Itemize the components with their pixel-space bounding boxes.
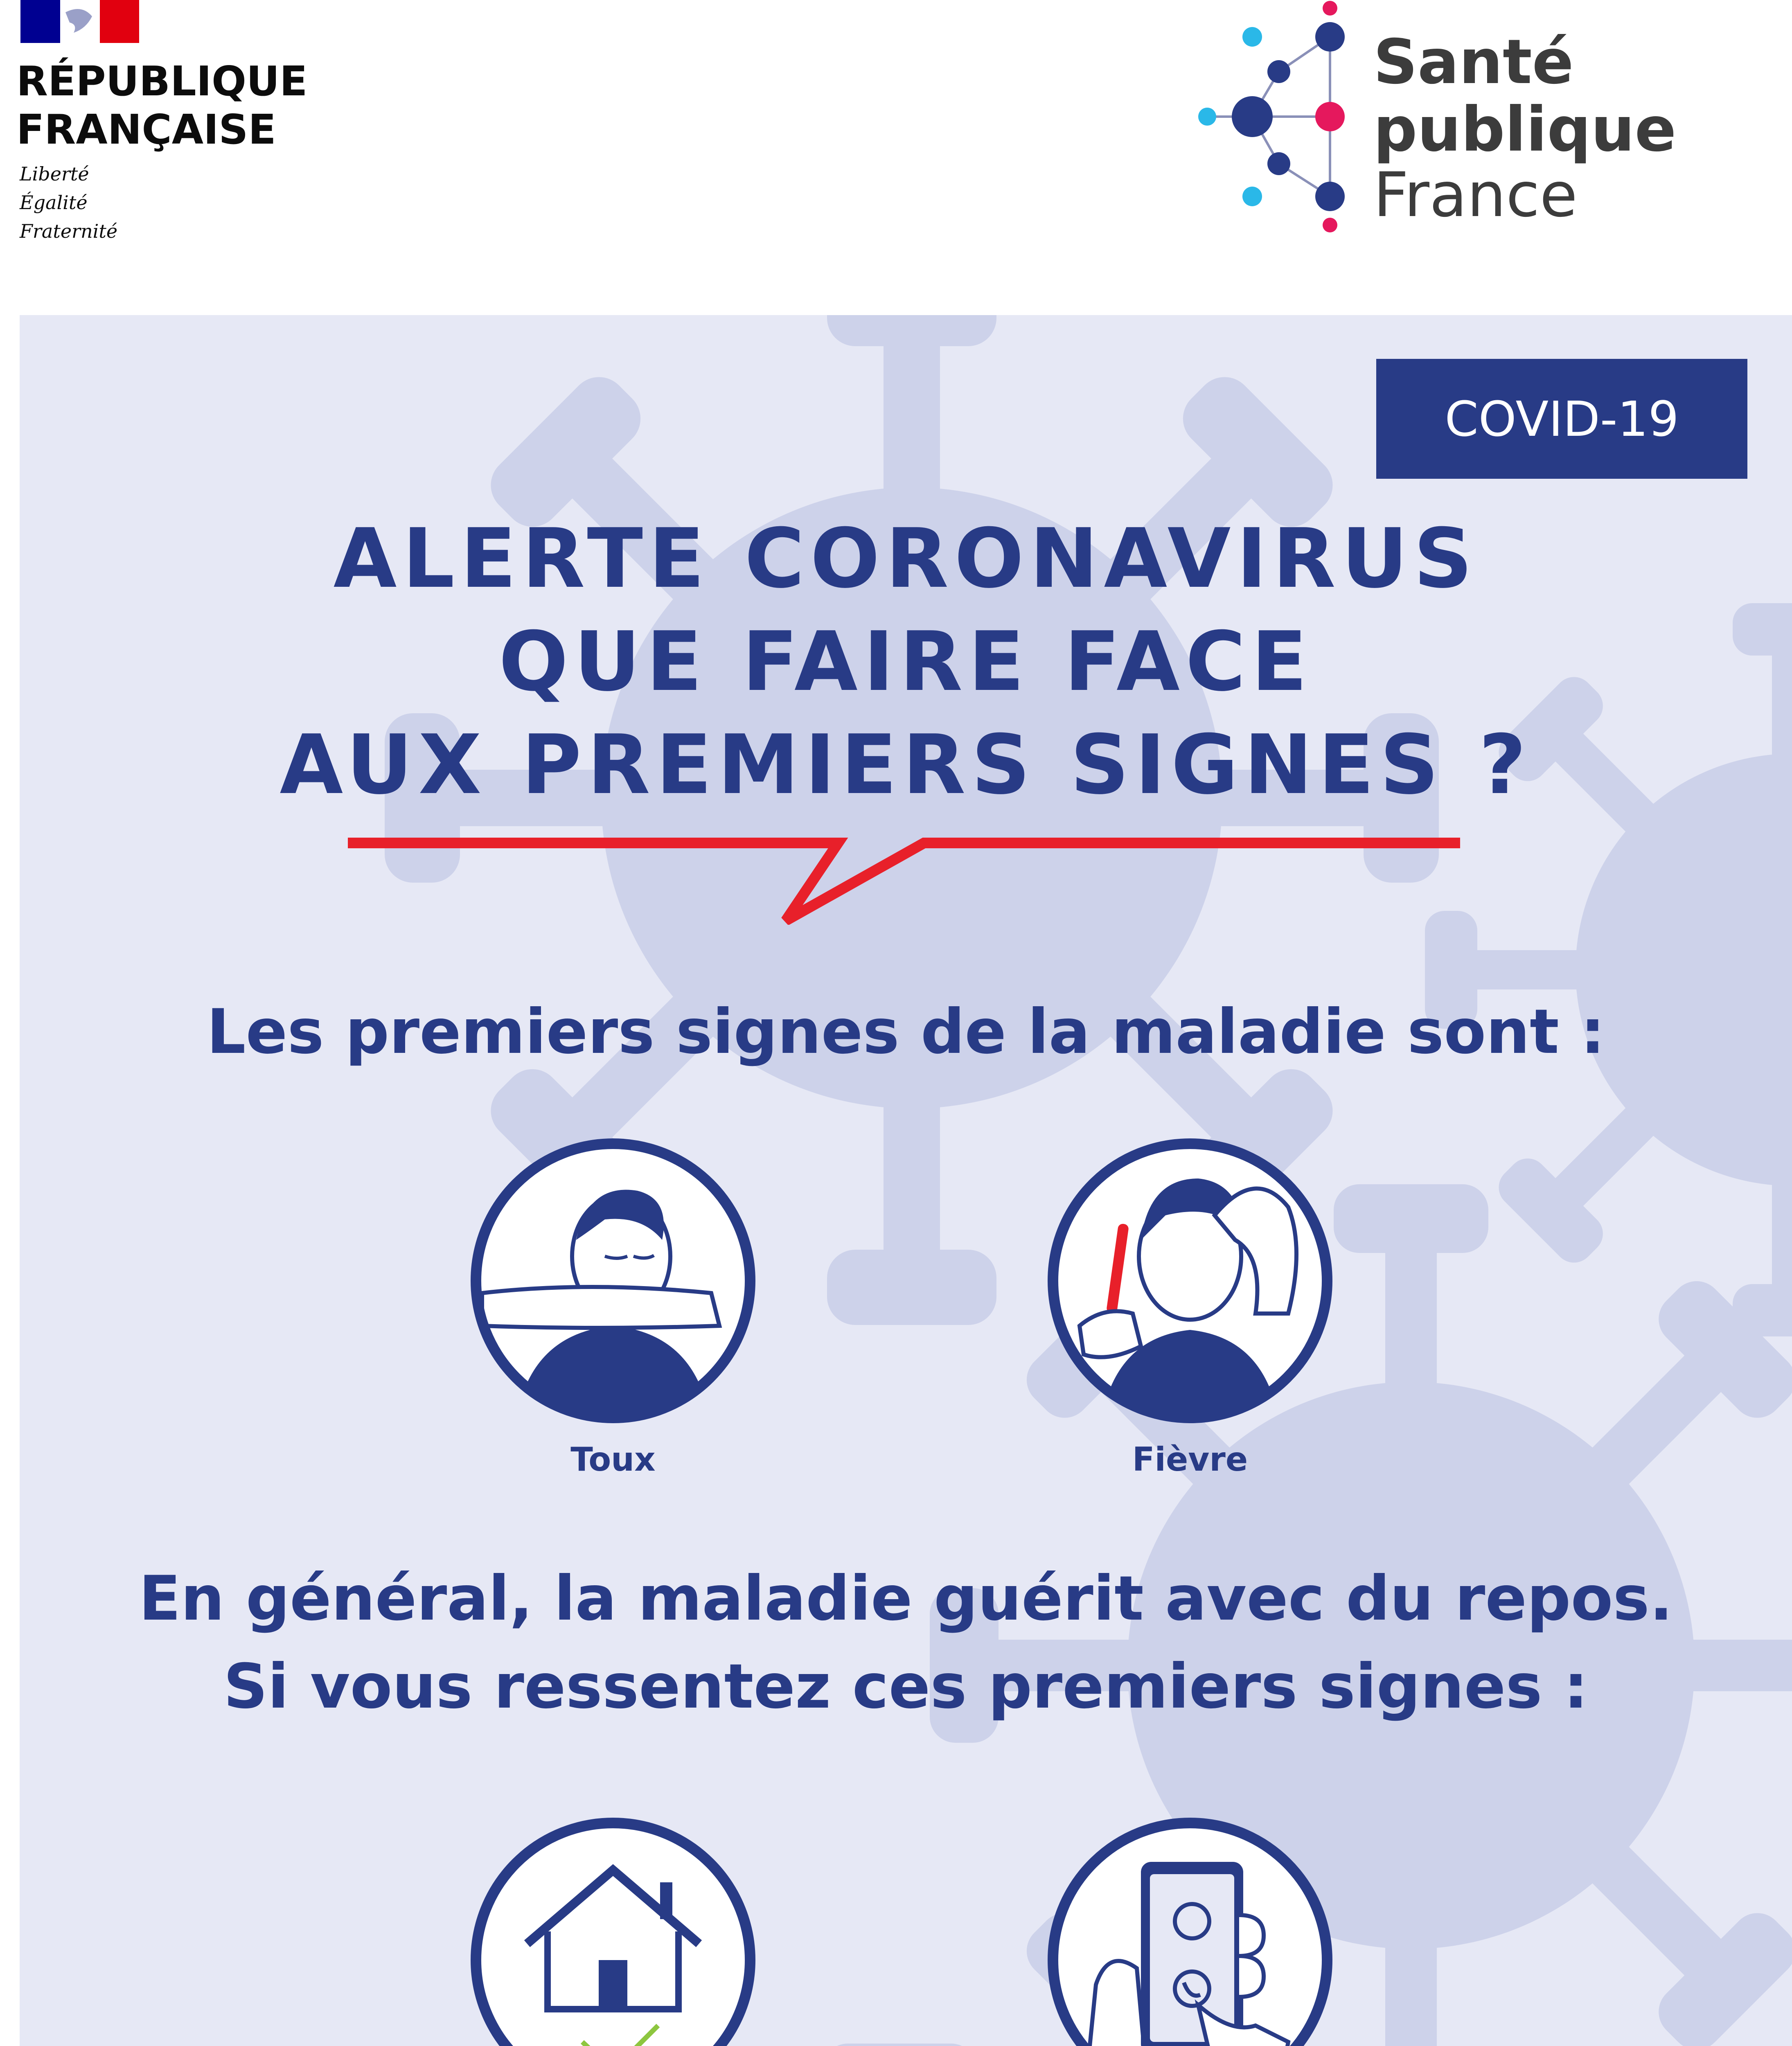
spf-line3: France bbox=[1373, 160, 1578, 231]
phone-icon bbox=[1043, 1813, 1337, 2046]
motto-fraternite: Fraternité bbox=[20, 220, 118, 242]
headline-line3: AUX PREMIERS SIGNES ? bbox=[280, 717, 1532, 813]
covid-19-badge: COVID-19 bbox=[1376, 359, 1747, 479]
cough-icon bbox=[466, 1133, 760, 1428]
symptoms-title: Les premiers signes de la maladie sont : bbox=[206, 996, 1605, 1068]
headline-line2: QUE FAIRE FACE bbox=[498, 614, 1313, 710]
marianne-flag-icon bbox=[20, 0, 139, 43]
republique-francaise-text bbox=[16, 57, 307, 154]
spf-line1: Santé bbox=[1373, 27, 1574, 98]
rf-line2: FRANÇAISE bbox=[16, 106, 276, 153]
rf-motto bbox=[20, 160, 117, 246]
sante-publique-name bbox=[1373, 29, 1676, 164]
fever-icon bbox=[1043, 1133, 1337, 1428]
speech-bubble-underline bbox=[20, 827, 1792, 925]
sante-publique-molecule-icon bbox=[1195, 0, 1350, 237]
house-icon bbox=[466, 1813, 760, 2046]
poster-panel bbox=[20, 315, 1792, 2046]
motto-liberte: Liberté bbox=[20, 163, 89, 185]
motto-egalite: Égalité bbox=[20, 192, 88, 214]
headline-line1: ALERTE CORONAVIRUS bbox=[333, 511, 1479, 606]
advice-title-line1: En général, la maladie guérit avec du repos. bbox=[139, 1563, 1673, 1634]
spf-line2: publique bbox=[1373, 94, 1677, 165]
rf-line1: RÉPUBLIQUE bbox=[16, 57, 308, 105]
symptom-label-fievre: Fièvre bbox=[1132, 1440, 1248, 1478]
symptom-label-toux: Toux bbox=[570, 1440, 656, 1478]
advice-title-line2: Si vous ressentez ces premiers signes : bbox=[223, 1651, 1588, 1722]
headline bbox=[20, 507, 1792, 817]
advice-title bbox=[20, 1555, 1792, 1731]
